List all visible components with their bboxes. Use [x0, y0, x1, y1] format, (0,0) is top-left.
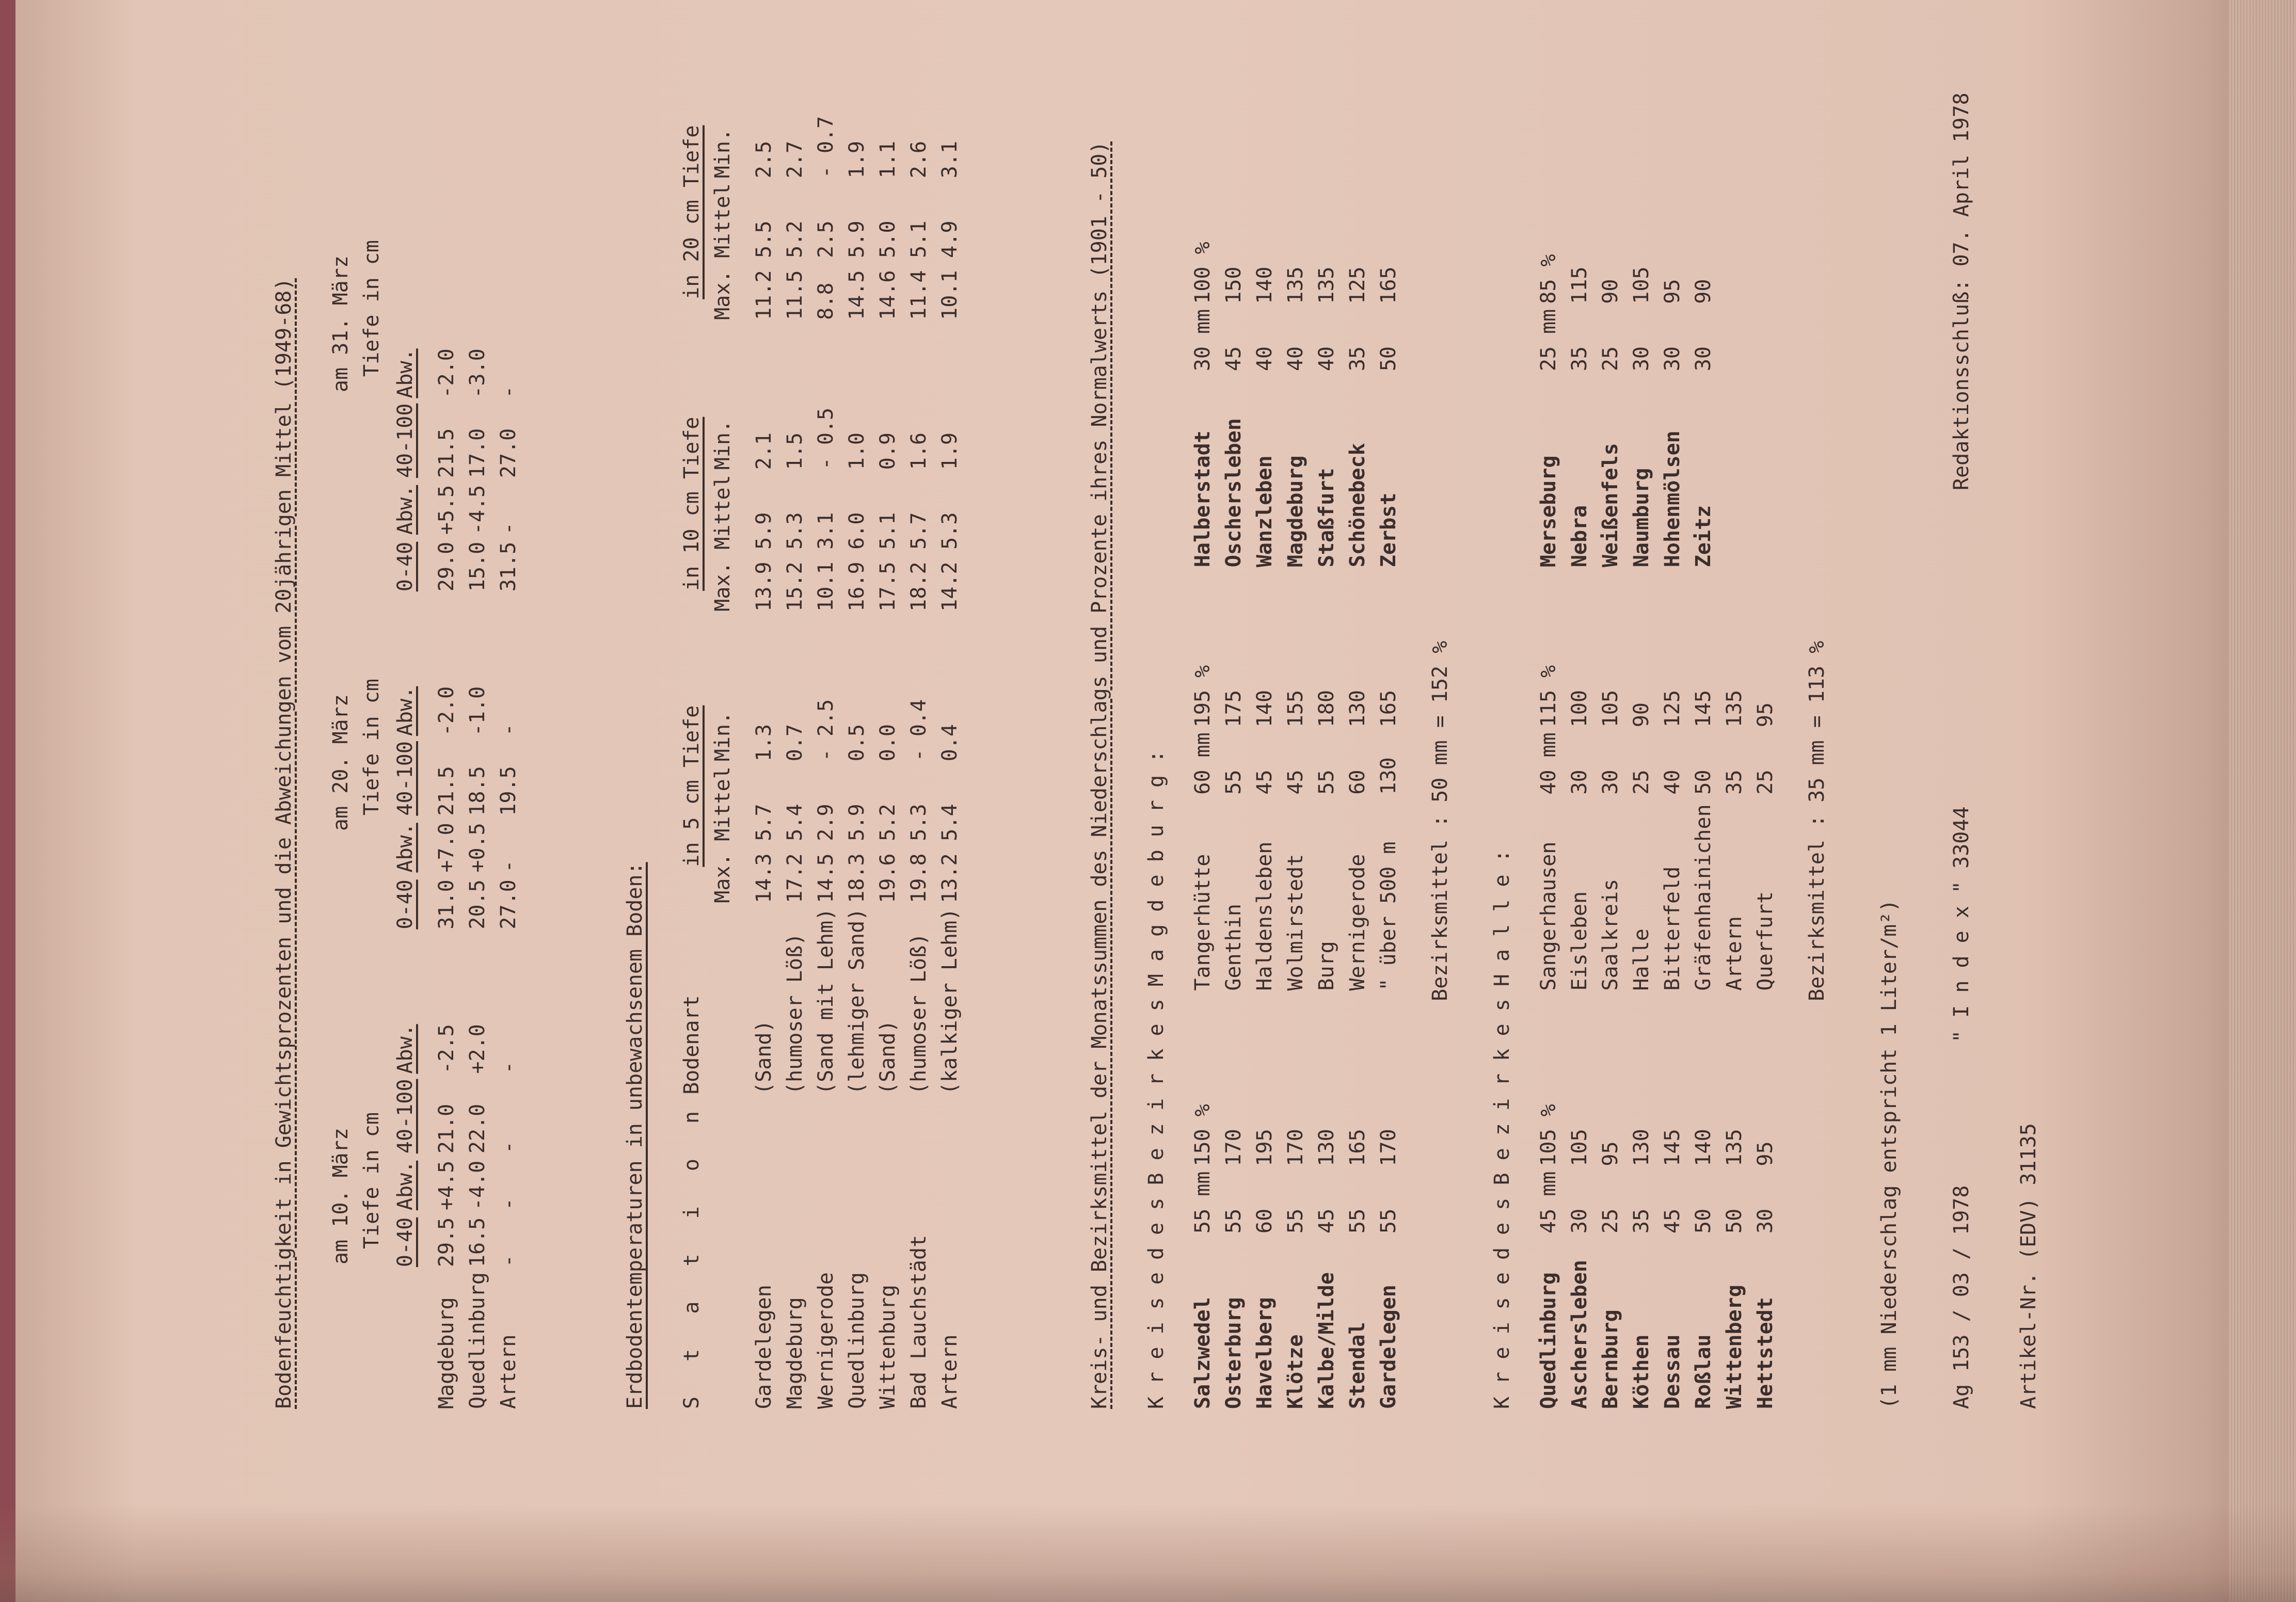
- table-row: Wittenburg (Sand) 19.6 5.2 0.0 17.5 5.1 0.9 14.6 5.0 1.1: [876, 141, 900, 1409]
- list-item: Köthen 35 130: [1630, 1129, 1653, 1409]
- list-item: Stendal 55 165: [1346, 1129, 1369, 1409]
- table-row: Artern - - - - 27.0 - 19.5 - 31.5 - 27.0 -: [497, 386, 520, 1409]
- footer-redaktionsschluss: Redaktionsschluß: 07. April 1978: [1950, 92, 1973, 490]
- soil-temperature-title: Erdbodentemperaturen in unbewachsenem Boden:: [623, 862, 647, 1409]
- halle-heading: K r e i s e d e s B e z i r k e s H a l l e :: [1490, 850, 1514, 1409]
- footer-index: " I n d e x " 33044: [1950, 806, 1973, 1043]
- table-row: Magdeburg 29.5 +4.5 21.0 -2.5 31.0 +7.0 21.5 -2.0 29.0 +5.5 21.5 -2.0: [435, 348, 458, 1409]
- table-row: Quedlinburg (lehmiger Sand) 18.3 5.9 0.5 16.9 6.0 1.0 14.5 5.9 1.9: [845, 141, 869, 1409]
- list-item: Merseburg 25 mm 85 %: [1537, 254, 1560, 568]
- list-item: Hettstedt 30 95: [1753, 1141, 1777, 1409]
- list-item: Gräfenhainichen 50 145: [1692, 690, 1715, 991]
- list-item: Sangerhausen 40 mm 115 %: [1537, 665, 1560, 991]
- list-item: Tangerhütte 60 mm 195 %: [1191, 665, 1215, 991]
- list-item: Halle 25 90: [1630, 702, 1653, 991]
- list-item: " über 500 m 130 165: [1377, 690, 1400, 991]
- page-shadow: [0, 1504, 2296, 1602]
- list-item: Haldensleben 45 140: [1253, 690, 1277, 991]
- list-item: Klötze 55 170: [1284, 1129, 1308, 1409]
- typewritten-page: [258, 31, 2220, 1414]
- list-item: Aschersleben 30 105: [1568, 1129, 1591, 1409]
- table-row: Wernigerode (Sand mit Lehm) 14.5 2.9 - 2.5 10.1 3.1 - 0.5 8.8 2.5 - 0.7: [814, 116, 838, 1409]
- table-row: Quedlinburg 16.5 -4.0 22.0 +2.0 20.5 +0.5 18.5 -1.0 15.0 -4.5 17.0 -3.0: [466, 348, 489, 1409]
- list-item: Roßlau 50 140: [1692, 1129, 1715, 1409]
- list-item: Bernburg 25 95: [1599, 1141, 1622, 1409]
- list-item: Quedlinburg 45 mm 105 %: [1537, 1104, 1560, 1409]
- list-item: Zeitz 30 90: [1692, 279, 1715, 568]
- district-column: [1187, 567, 1404, 990]
- list-item: Osterburg 55 170: [1222, 1129, 1246, 1409]
- halle-mean: Bezirksmittel : 35 mm = 113 %: [1805, 640, 1829, 1001]
- list-item: Burg 55 180: [1315, 690, 1338, 991]
- list-item: Schönebeck 35 125: [1346, 266, 1369, 568]
- list-item: Wernigerode 60 130: [1346, 690, 1369, 991]
- list-item: Saalkreis 30 105: [1599, 690, 1622, 991]
- list-item: Artern 35 135: [1723, 690, 1746, 991]
- district-column: [1533, 227, 1719, 567]
- list-item: Havelberg 60 195: [1253, 1129, 1277, 1409]
- district-column: [1533, 567, 1781, 990]
- halle-districts: [1533, 227, 1781, 1409]
- soil-moisture-title: Bodenfeuchtigkeit in Gewichtsprozenten und die Abweichungen vom 20jährigen Mittel (1949-68): [272, 278, 296, 1409]
- list-item: Zerbst 50 165: [1377, 266, 1400, 568]
- magdeburg-districts: [1187, 227, 1404, 1409]
- precipitation-title: Kreis- und Bezirksmittel der Monatssummen des Niederschlags und Prozente ihres Normalwerts (1901 - 50): [1088, 141, 1111, 1409]
- magdeburg-heading: K r e i s e d e s B e z i r k e s M a g d e b u r g :: [1144, 750, 1168, 1409]
- list-item: Nebra 35 115: [1568, 266, 1591, 568]
- list-item: Wanzleben 40 140: [1253, 266, 1277, 568]
- list-item: Oschersleben 45 150: [1222, 266, 1246, 568]
- list-item: Halberstadt 30 mm 100 %: [1191, 242, 1215, 568]
- list-item: Gardelegen 55 170: [1377, 1129, 1400, 1409]
- group-header-1: am 10. März Tiefe in cm: [329, 1112, 384, 1264]
- book-spine: [0, 0, 15, 1602]
- table-header-row: 0-40 Abw. 40-100 Abw. 0-40 Abw. 40-100 Abw. 0-40 Abw. 40-100 Abw.: [393, 348, 417, 1268]
- list-item: Querfurt 25 95: [1753, 702, 1777, 991]
- list-item: Naumburg 30 105: [1630, 266, 1653, 568]
- list-item: Bitterfeld 40 125: [1661, 690, 1684, 991]
- table-subheader-row: Max. Mittel Min. Max. Mittel Min. Max. Mittel Min.: [711, 129, 735, 903]
- table-row: Gardelegen (Sand) 14.3 5.7 1.3 13.9 5.9 2.1 11.2 5.5 2.5: [752, 141, 776, 1409]
- list-item: Genthin 55 175: [1222, 690, 1246, 991]
- list-item: Wolmirstedt 45 155: [1284, 690, 1308, 991]
- soil-temperature-table: [676, 111, 965, 1409]
- district-column: [1533, 991, 1781, 1409]
- list-item: Wittenberg 50 135: [1723, 1129, 1746, 1409]
- footer-artikel-nr: Artikel-Nr. (EDV) 31135: [2017, 1123, 2040, 1409]
- page-edges: [2229, 0, 2296, 1602]
- list-item: Staßfurt 40 135: [1315, 266, 1338, 568]
- table-header-row: S t a t i o n Bodenart in 5 cm Tiefe in 10 cm Tiefe in 20 cm Tiefe: [680, 125, 704, 1409]
- magdeburg-mean: Bezirksmittel : 50 mm = 152 %: [1428, 640, 1452, 1001]
- list-item: Eisleben 30 100: [1568, 690, 1591, 991]
- list-item: Dessau 45 145: [1661, 1129, 1684, 1409]
- list-item: Hohenmölsen 30 95: [1661, 279, 1684, 568]
- footer-ag-number: Ag 153 / 03 / 1978: [1950, 1185, 1973, 1409]
- list-item: Kalbe/Milde 45 130: [1315, 1129, 1338, 1409]
- list-item: Magdeburg 40 135: [1284, 266, 1308, 568]
- list-item: Weißenfels 25 90: [1599, 279, 1622, 568]
- group-header-2: am 20. März Tiefe in cm: [329, 679, 384, 831]
- district-column: [1187, 991, 1404, 1409]
- table-row: Magdeburg (humoser Löß) 17.2 5.4 0.7 15.2 5.3 1.5 11.5 5.2 2.7: [783, 141, 807, 1409]
- precipitation-note: (1 mm Niederschlag entspricht 1 Liter/m²): [1877, 899, 1901, 1409]
- district-column: [1187, 227, 1404, 567]
- table-row: Bad Lauchstädt (humoser Löß) 19.8 5.3 - 0.4 18.2 5.7 1.6 11.4 5.1 2.6: [907, 141, 931, 1409]
- table-row: Artern (kalkiger Lehm) 13.2 5.4 0.4 14.2 5.3 1.9 10.1 4.9 3.1: [938, 141, 962, 1409]
- group-header-3: am 31. März Tiefe in cm: [329, 240, 384, 392]
- soil-moisture-table: [390, 337, 524, 1409]
- list-item: Salzwedel 55 mm 150 %: [1191, 1104, 1215, 1409]
